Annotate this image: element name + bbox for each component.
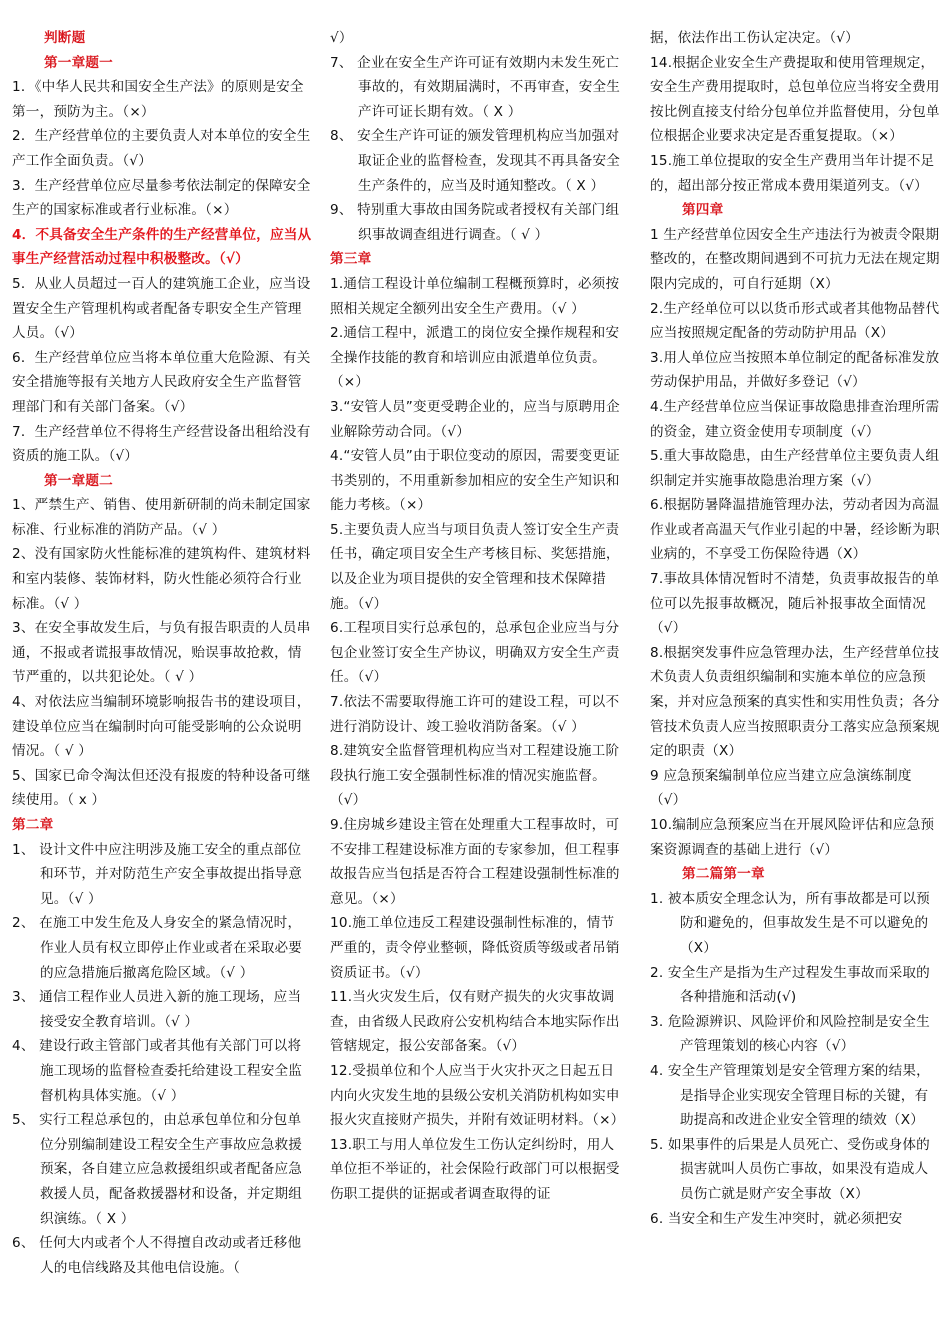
question-item: 4. 安全生产管理策划是安全管理方案的结果，是指导企业实现安全管理目标的关键，有助提高和改进企业安全管理的绩效（X） <box>650 1062 930 1129</box>
question-item: 3.用人单位应当按照本单位制定的配备标准发放劳动保护用品，并做好多登记（√） <box>650 349 940 391</box>
question-item: 10.编制应急预案应当在开展风险评估和应急预案资源调查的基础上进行（√） <box>650 817 935 858</box>
question-item: 6．生产经营单位应当将本单位重大危险源、有关安全措施等报有关地方人民政府安全生产监督管理部门和有关部门备案。（√） <box>12 349 311 415</box>
question-item: 8.建筑安全监督管理机构应当对工程建设施工阶段执行施工安全强制性标准的情况实施监督。（√） <box>330 743 620 809</box>
question-item: 4．不具备安全生产条件的生产经营单位，应当从事生产经营活动过程中积极整改。（√） <box>12 226 312 268</box>
question-item: 4.“安管人员”由于职位变动的原因，需要变更证书类别的，不用重新参加相应的安全生产知识和能力考核。（×） <box>330 448 620 514</box>
question-item: 2、没有国家防火性能标准的建筑构件、建筑材料和室内装修、装饰材料，防火性能必须符合行业标准。（√ ） <box>12 546 311 612</box>
question-item: 9 应急预案编制单位应当建立应急演练制度（√） <box>650 767 912 809</box>
question-item: 13.职工与用人单位发生工伤认定纠纷时，用人单位拒不举证的，社会保险行政部门可以根据受伤职工提供的证据或者调查取得的证 <box>330 1136 620 1202</box>
question-item: 1.通信工程设计单位编制工程概预算时，必须按照相关规定全额列出安全生产费用。（√ ） <box>330 275 620 317</box>
question-item: 1、严禁生产、销售、使用新研制的尚未制定国家标准、行业标准的消防产品。（√ ） <box>12 497 311 538</box>
question-item: 1、 设计文件中应注明涉及施工安全的重点部位和环节，并对防范生产安全事故提出指导意见。（√ ） <box>12 841 303 907</box>
question-item: 7.事故具体情况暂时不清楚，负责事故报告的单位可以先报事故概况，随后补报事故全面情况（√） <box>650 571 940 637</box>
question-item: 1 生产经营单位因安全生产违法行为被责令限期整改的，在整改期间遇到不可抗力无法在规定期限内完成的，可自行延期（X） <box>650 226 940 292</box>
question-item: 7．生产经营单位不得将生产经营设备出租给没有资质的施工队。（√） <box>12 423 311 465</box>
question-item: 7、 企业在安全生产许可证有效期内未发生死亡事故的，有效期届满时，不再审查，安全生产许可证长期有效。（ X ） <box>330 54 621 120</box>
question-item: 4、 建设行政主管部门或者其他有关部门可以将施工现场的监督检查委托给建设工程安全监督机构具体实施。（√ ） <box>12 1038 303 1104</box>
question-item: 2.通信工程中，派遣工的岗位安全操作规程和安全操作技能的教育和培训应由派遣单位负责。（×） <box>330 325 620 391</box>
question-item: 6.工程项目实行总承包的，总承包企业应当与分包企业签订安全生产协议，明确双方安全生产责任。（√） <box>330 620 620 686</box>
question-item: 12.受损单位和个人应当于火灾扑灭之日起五日内向火灾发生地的县级公安机关消防机构如实申报火灾直接财产损失，并附有效证明材料。（×） <box>330 1062 625 1129</box>
question-item: 5.重大事故隐患，由生产经营单位主要负责人组织制定并实施事故隐患治理方案（√） <box>650 448 940 489</box>
question-item: 8.根据突发事件应急管理办法，生产经营单位技术负责人负责组织编制和实施本单位的应急预案，并对应急预案的真实性和实用性负责；各分管技术负责人应当按照职责分工落实应急预案规定的职责（X） <box>650 644 940 760</box>
question-item: 1．《中华人民共和国安全生产法》的原则是安全第一，预防为主。（×） <box>12 79 304 120</box>
question-item: 5、国家已命令淘汰但还没有报废的特种设备可继续使用。（ x ） <box>12 767 311 809</box>
question-item: 6. 当安全和生产发生冲突时，就必须把安 <box>650 1210 903 1227</box>
question-item: 2．生产经营单位的主要负责人对本单位的安全生产工作全面负责。（√） <box>12 128 311 169</box>
column-middle <box>330 26 625 1207</box>
question-item: 8、 安全生产许可证的颁发管理机构应当加强对取证企业的监督检查，发现其不再具备安全生产条件的，应当及时通知整改。（ X ） <box>330 128 621 194</box>
question-item: 6、 任何大内或者个人不得擅自改动或者迁移他人的电信线路及其他电信设施。（ <box>12 1235 302 1276</box>
question-item: 7.依法不需要取得施工许可的建设工程，可以不进行消防设计、竣工验收消防备案。（√ ） <box>330 694 620 735</box>
question-item: 3.“安管人员”变更受聘企业的，应当与原聘用企业解除劳动合同。（√） <box>330 398 620 440</box>
question-item: 3．生产经营单位应尽量参考依法制定的保障安全生产的国家标准或者行业标准。（×） <box>12 177 311 219</box>
section-heading: 第一章题二 <box>44 472 113 489</box>
question-item: 9、 特别重大事故由国务院或者授权有关部门组织事故调查组进行调查。（ √ ） <box>330 202 620 243</box>
question-item: 5．从业人员超过一百人的建筑施工企业，应当设置安全生产管理机构或者配备专职安全生产管理人员。（√） <box>12 275 311 342</box>
section-heading: 第二章 <box>12 817 54 833</box>
question-item: 15.施工单位提取的安全生产费用当年计提不足的，超出部分按正常成本费用渠道列支。（√） <box>650 152 935 194</box>
question-item: 4、对依法应当编制环境影响报告书的建设项目，建设单位应当在编制时向可能受影响的公众说明情况。（ √ ） <box>12 694 311 760</box>
question-item: 2. 安全生产是指为生产过程发生事故而采取的各种措施和活动(√) <box>650 964 930 1006</box>
question-item: 2、 在施工中发生危及人身安全的紧急情况时，作业人员有权立即停止作业或者在采取必要的应急措施后撤离危险区域。（√ ） <box>12 915 303 981</box>
question-item: 5. 如果事件的后果是人员死亡、受伤或身体的损害就叫人员伤亡事故，如果没有造成人员伤亡就是财产安全事故（X） <box>650 1136 930 1202</box>
question-item: 10.施工单位违反工程建设强制性标准的，情节严重的，责令停业整顿，降低资质等级或者吊销资质证书。（√） <box>330 915 620 981</box>
question-item: √） <box>330 30 353 46</box>
question-item: 9.住房城乡建设主管在处理重大工程事故时，可不安排工程建设标准方面的专家参加，但工程事故报告应当包括是否符合工程建设强制性标准的意见。（×） <box>330 817 620 907</box>
question-item: 1. 被本质安全理念认为，所有事故都是可以预防和避免的，但事故发生是不可以避免的（X） <box>650 890 930 956</box>
section-heading: 第二篇第一章 <box>682 866 765 883</box>
column-left <box>12 26 312 1280</box>
question-item: 5.主要负责人应当与项目负责人签订安全生产责任书，确定项目安全生产考核目标、奖惩措施，以及企业为项目提供的安全管理和技术保障措施。（√） <box>330 521 620 612</box>
question-item: 据，依法作出工伤认定决定。（√） <box>650 30 859 46</box>
question-item: 3、 通信工程作业人员进入新的施工现场，应当接受安全教育培训。（√ ） <box>12 989 302 1030</box>
question-item: 3. 危险源辨识、风险评价和风险控制是安全生产管理策划的核心内容（√） <box>650 1013 930 1055</box>
section-heading: 第四章 <box>682 202 724 219</box>
question-item: 2.生产经单位可以以货币形式或者其他物品替代应当按照规定配备的劳动防护用品（X） <box>650 300 940 342</box>
section-heading: 第三章 <box>330 251 372 268</box>
question-item: 3、在安全事故发生后，与负有报告职责的人员串通，不报或者谎报事故情况，贻误事故抢救，情节严重的，以共犯论处。（ √ ） <box>12 620 311 686</box>
section-heading: 判断题 <box>44 30 86 46</box>
question-item: 14.根据企业安全生产费提取和使用管理规定，安全生产费用提取时，总包单位应当将安全费用按比例直接支付给分包单位并监督使用，分包单位根据企业要求决定是否重复提取。（×） <box>650 54 940 145</box>
question-item: 5、 实行工程总承包的，由总承包单位和分包单位分别编制建设工程安全生产事故应急救援预案，各自建立应急救援组织或者配备应急救援人员，配备救援器材和设备，并定期组织演练。（ X ） <box>12 1112 303 1227</box>
question-item: 11.当火灾发生后，仅有财产损失的火灾事故调查，由省级人民政府公安机构结合本地实际作出管辖规定，报公安部备案。（√） <box>330 989 620 1055</box>
question-item: 4.生产经营单位应当保证事故隐患排查治理所需的资金，建立资金使用专项制度（√） <box>650 398 940 440</box>
column-right <box>650 26 940 1231</box>
section-heading: 第一章题一 <box>44 54 113 71</box>
question-item: 6.根据防暑降温措施管理办法，劳动者因为高温作业或者高温天气作业引起的中暑，经诊断为职业病的，不享受工伤保险待遇（X） <box>650 497 940 563</box>
